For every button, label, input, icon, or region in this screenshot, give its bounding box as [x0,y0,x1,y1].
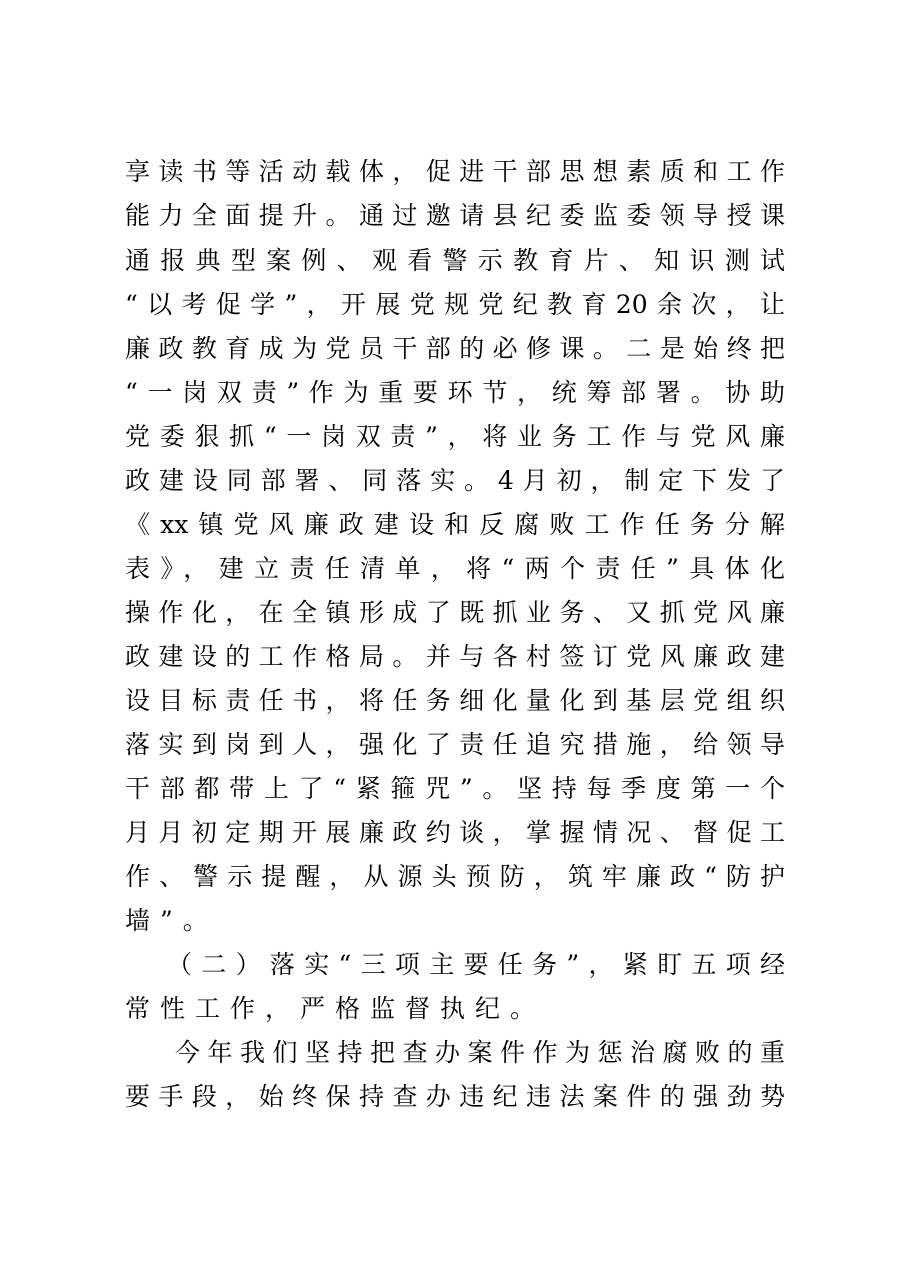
body-text-line: 设目标责任书，将任务细化量化到基层党组织 [125,686,785,715]
body-text-line: 墙”。 [125,906,218,935]
body-text-line: 落实到岗到人，强化了责任追究措施，给领导 [125,730,785,759]
body-text-line: 能力全面提升。通过邀请县纪委监委领导授课 [125,201,785,230]
body-text-line: 作、警示提醒，从源头预防，筑牢廉政“防护 [125,862,785,891]
body-text-line: 政建设的工作格局。并与各村签订党风廉政建 [125,642,785,671]
body-text-line: 干部都带上了“紧箍咒”。坚持每季度第一个 [125,774,785,803]
body-text-line: 廉政教育成为党员干部的必修课。二是始终把 [125,334,785,363]
body-text-line: “一岗双责”作为重要环节，统筹部署。协助 [125,378,785,407]
body-text-line: 要手段，始终保持查办违纪违法案件的强劲势 [125,1082,785,1111]
body-text-line: “以考促学”，开展党规党纪教育20余次，让 [125,290,785,319]
body-text-line: 党委狠抓“一岗双责”，将业务工作与党风廉 [125,422,785,451]
section-heading-line: 常性工作，严格监督执纪。 [125,994,546,1023]
body-text-line: 操作化，在全镇形成了既抓业务、又抓党风廉 [125,598,785,627]
body-text-line: 表》，建立责任清单，将“两个责任”具体化 [125,554,785,583]
body-text-line: 政建设同部署、同落实。4月初，制定下发了 [125,466,785,495]
body-text-line: 通报典型案例、观看警示教育片、知识测试 [125,246,785,275]
body-text-line: 享读书等活动载体，促进干部思想素质和工作 [125,157,785,186]
body-text-line: 月月初定期开展廉政约谈，掌握情况、督促工 [125,818,785,847]
body-text-line: 《xx镇党风廉政建设和反腐败工作任务分解 [125,510,785,539]
body-text-line: 今年我们坚持把查办案件作为惩治腐败的重 [175,1038,785,1067]
section-heading-line: （二）落实“三项主要任务”，紧盯五项经 [167,950,785,979]
